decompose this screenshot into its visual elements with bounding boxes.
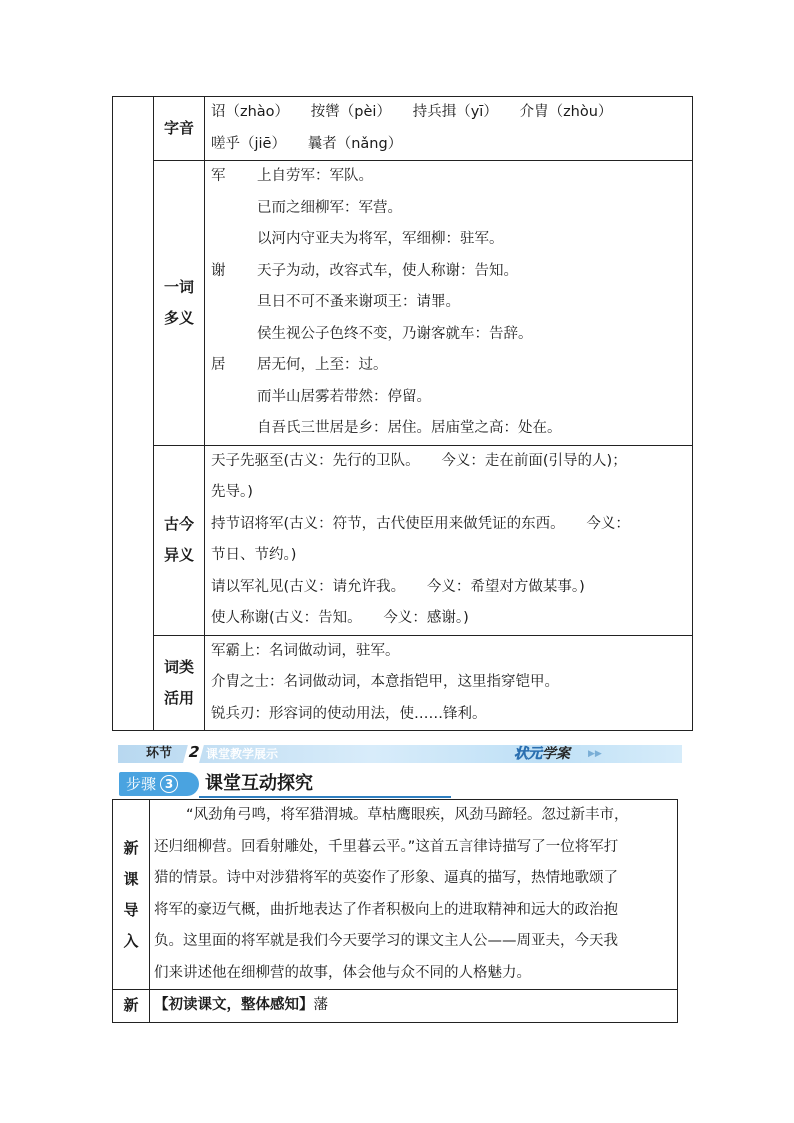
- step-underline: [199, 796, 451, 798]
- pronunciation-content: [205, 97, 693, 161]
- banner-stage-number: 2: [183, 741, 205, 763]
- intro-row: [113, 800, 678, 990]
- pronunciation-line: 嗟乎（jiē） 曩者（nǎng）: [211, 135, 403, 152]
- new-lesson-row: [113, 990, 678, 1023]
- ancient-modern-label-line: 古今: [163, 515, 194, 533]
- polysemy-content: [205, 161, 693, 446]
- step-tag-label: 步骤: [126, 775, 157, 793]
- ancient-modern-line: 天子先驱至(古义：先行的卫队。 今义：走在前面(引导的人)；: [211, 452, 627, 469]
- intro-line: 将军的豪迈气概，曲折地表达了作者积极向上的进取精神和远大的政治抱: [154, 901, 618, 918]
- polysemy-line: 自吾氏三世居是乡：居住。居庙堂之高：处在。: [257, 420, 562, 436]
- intro-label-char: 新: [123, 838, 139, 857]
- ancient-modern-row: [113, 445, 693, 635]
- pronunciation-label: 字音: [154, 97, 205, 161]
- polysemy-label-line: 一词: [163, 277, 194, 296]
- intro-paragraph: [150, 800, 678, 990]
- word-class-label-line: 词类: [163, 657, 194, 676]
- new-lesson-label: 新: [113, 990, 150, 1023]
- intro-line: 猎的情景。诗中对涉猎将军的英姿作了形象、逼真的描写，热情地歌颂了: [154, 870, 618, 886]
- polysemy-line: 旦日不可不蚤来谢项王：请罪。: [257, 294, 460, 310]
- vocabulary-table: [112, 96, 693, 731]
- word-class-label-line: 活用: [163, 688, 194, 707]
- polysemy-line: [211, 256, 686, 288]
- intro-label-char: 课: [123, 869, 139, 888]
- table-left-gutter: [113, 97, 154, 731]
- polysemy-label: [154, 161, 205, 446]
- ancient-modern-content: [205, 445, 693, 635]
- ancient-modern-line: 使人称谢(古义：告知。 今义：感谢。): [211, 610, 469, 626]
- polysemy-headword: 谢: [211, 262, 226, 279]
- word-class-label: [154, 635, 205, 731]
- polysemy-line: 以河内守亚夫为将军，军细柳：驻军。: [257, 231, 504, 247]
- polysemy-line: 而半山居雾若带然：停留。: [257, 388, 431, 405]
- intro-table: [112, 799, 678, 1023]
- new-lesson-content: [150, 990, 678, 1023]
- intro-line: 负。这里面的将军就是我们今天要学习的课文主人公——周亚夫，今天我: [154, 933, 618, 949]
- word-class-row: [113, 635, 693, 731]
- ancient-modern-line: 持节诏将军(古义：符节，古代使臣用来做凭证的东西。 今义：: [211, 515, 630, 532]
- banner-brand-part1: 状元: [514, 746, 542, 762]
- intro-label-char: 入: [123, 931, 139, 950]
- ancient-modern-line: 先导。): [211, 484, 253, 500]
- polysemy-line: 侯生视公子色终不变，乃谢客就车：告辞。: [257, 325, 533, 342]
- banner-brand: [514, 745, 570, 763]
- ancient-modern-line: 请以军礼见(古义：请允许我。 今义：希望对方做某事。): [211, 578, 585, 595]
- ancient-modern-label-line: 异义: [163, 546, 194, 564]
- section-banner: [118, 745, 682, 763]
- pronunciation-row: [113, 97, 693, 161]
- ancient-modern-label: [154, 445, 205, 635]
- word-class-line: 军霸上：名词做动词，驻军。: [211, 642, 400, 659]
- double-arrow-icon: ▶▶: [588, 749, 602, 759]
- banner-brand-part2: 学案: [542, 746, 570, 762]
- word-class-line: 介胄之士：名词做动词，本意指铠甲，这里指穿铠甲。: [211, 674, 559, 690]
- intro-label-char: 导: [123, 900, 139, 919]
- ancient-modern-line: 节日、节约。): [211, 547, 297, 563]
- step-number-badge: 3: [160, 775, 178, 793]
- word-class-line: 锐兵刃：形容词的使动用法，使……锋利。: [211, 705, 487, 722]
- polysemy-headword: 居: [211, 357, 226, 373]
- intro-label: [113, 800, 150, 990]
- polysemy-definition: 居无何，上至：过。: [257, 357, 388, 373]
- polysemy-line: 已而之细柳军：军营。: [257, 199, 402, 216]
- word-class-content: [205, 635, 693, 731]
- banner-subtitle: 课堂教学展示: [206, 747, 279, 761]
- step-tag: [119, 772, 199, 796]
- polysemy-line: [211, 161, 686, 193]
- polysemy-line: [211, 350, 686, 382]
- pronunciation-line: 诏（zhào） 按辔（pèi） 持兵揖（yī） 介胄（zhòu）: [211, 104, 613, 120]
- step-title: 课堂互动探究: [205, 773, 313, 794]
- polysemy-row: [113, 161, 693, 446]
- new-lesson-text: 藩: [313, 997, 328, 1013]
- polysemy-definition: 上自劳军：军队。: [257, 168, 373, 184]
- banner-stage-label: 环节: [146, 746, 173, 761]
- polysemy-definition: 天子为动，改容式车，使人称谢：告知。: [257, 262, 518, 279]
- intro-line: “风劲角弓鸣，将军猎渭城。草枯鹰眼疾，风劲马蹄轻。忽过新丰市，: [186, 807, 629, 823]
- polysemy-headword: 军: [211, 168, 226, 184]
- intro-line: 还归细柳营。回看射雕处，千里暮云平。”这首五言律诗描写了一位将军打: [154, 838, 619, 855]
- polysemy-label-line: 多义: [163, 308, 194, 327]
- intro-line: 们来讲述他在细柳营的故事，体会他与众不同的人格魅力。: [154, 964, 531, 981]
- new-lesson-heading: 【初读课文，整体感知】: [154, 997, 314, 1013]
